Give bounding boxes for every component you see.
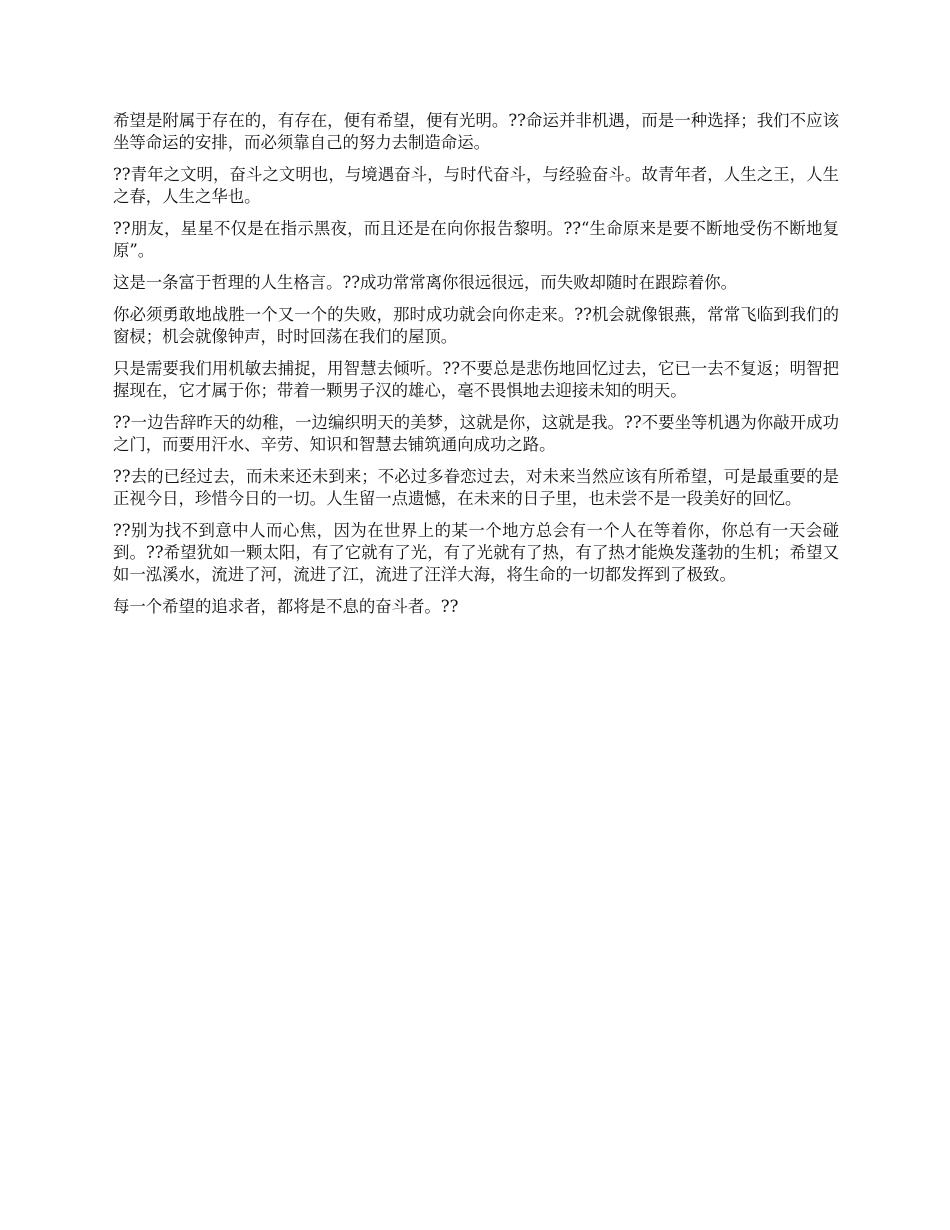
paragraph-3: ??朋友，星星不仅是在指示黑夜，而且还是在向你报告黎明。??“生命原来是要不断地受伤不断地复原”。 <box>113 219 839 260</box>
paragraph-4: 这是一条富于哲理的人生格言。??成功常常离你很远很远，而失败却随时在跟踪着你。 <box>113 273 738 292</box>
paragraph-1: 希望是附属于存在的，有存在，便有希望，便有光明。??命运并非机遇，而是一种选择；我们不应该坐等命运的安排，而必须靠自己的努力去制造命运。 <box>113 111 839 152</box>
paragraph-10: 每一个希望的追求者，都将是不息的奋斗者。?? <box>113 597 459 616</box>
paragraph-2: ??青年之文明，奋斗之文明也，与境遇奋斗，与时代奋斗，与经验奋斗。故青年者，人生之王，人生之春，人生之华也。 <box>113 165 839 206</box>
paragraph-5: 你必须勇敢地战胜一个又一个的失败，那时成功就会向你走来。??机会就像银燕，常常飞临到我们的窗棂；机会就像钟声，时时回荡在我们的屋顶。 <box>113 305 839 346</box>
paragraph-8: ??去的已经过去，而未来还未到来；不必过多眷恋过去，对未来当然应该有所希望，可是最重要的是正视今日，珍惜今日的一切。人生留一点遗憾，在未来的日子里，也未尝不是一段美好的回忆。 <box>113 467 839 508</box>
document-body <box>113 110 839 628</box>
paragraph-6: 只是需要我们用机敏去捕捉，用智慧去倾听。??不要总是悲伤地回忆过去，它已一去不复返；明智把握现在，它才属于你；带着一颗男子汉的雄心，毫不畏惧地去迎接未知的明天。 <box>113 359 839 400</box>
paragraph-7: ??一边告辞昨天的幼稚，一边编织明天的美梦，这就是你，这就是我。??不要坐等机遇为你敲开成功之门，而要用汗水、辛劳、知识和智慧去铺筑通向成功之路。 <box>113 413 839 454</box>
paragraph-9: ??别为找不到意中人而心焦，因为在世界上的某一个地方总会有一个人在等着你，你总有一天会碰到。??希望犹如一颗太阳，有了它就有了光，有了光就有了热，有了热才能焕发蓬勃的生机；希望又如一泓溪水，流进了河，流进了江，流进了汪洋大海，将生命的一切都发挥到了极致。 <box>113 521 839 584</box>
